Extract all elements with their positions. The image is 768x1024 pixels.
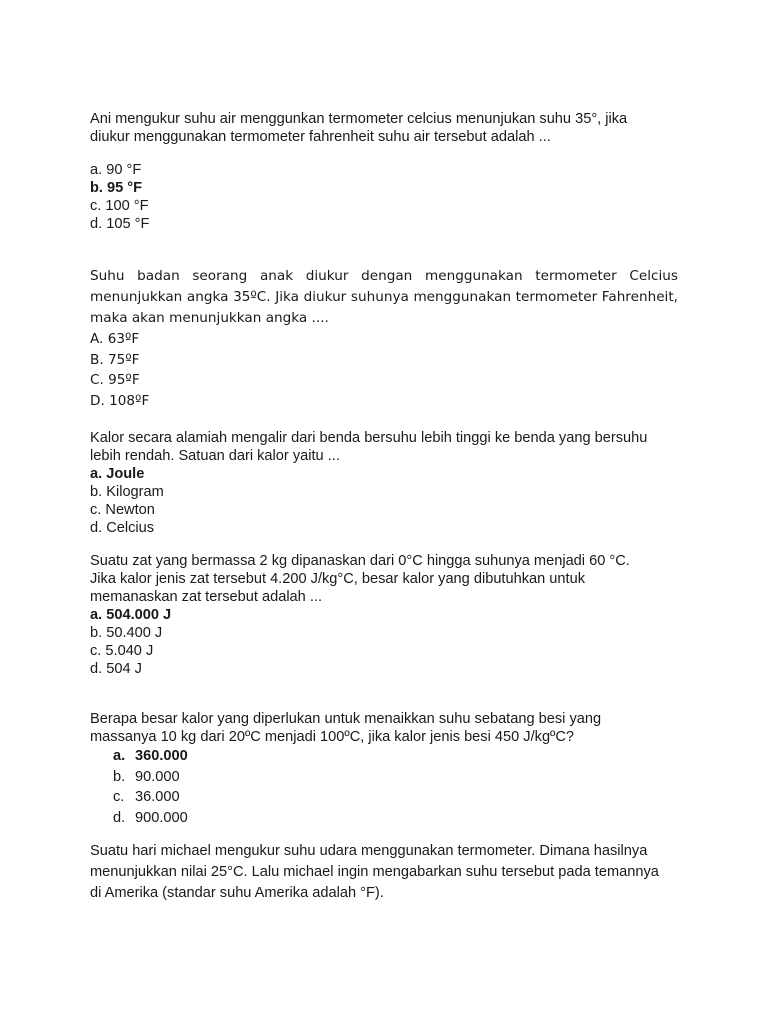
answer-option: c. 5.040 J (90, 643, 154, 659)
question-stem-line: massanya 10 kg dari 20ºC menjadi 100ºC, jika kalor jenis besi 450 J/kgºC? (90, 729, 575, 745)
answer-option: c. 100 °F (90, 198, 149, 214)
answer-option (90, 787, 678, 808)
answer-option: d. 504 J (90, 661, 142, 677)
question-5 (90, 710, 678, 828)
question-stem-line: Jika kalor jenis zat tersebut 4.200 J/kg°C, besar kalor yang dibutuhkan untuk (90, 571, 586, 587)
question-stem-line: Ani mengukur suhu air menggunkan termometer celcius menunjukan suhu 35°, jika (90, 111, 628, 127)
answer-option: b. 50.400 J (90, 625, 163, 641)
question-1 (90, 110, 678, 233)
question-stem-line: menunjukkan nilai 25°C. Lalu michael ingin mengabarkan suhu tersebut pada temannya (90, 864, 659, 880)
answer-option-correct: a. 504.000 J (90, 607, 172, 623)
question-stem-line: Suatu hari michael mengukur suhu udara menggunakan termometer. Dimana hasilnya (90, 843, 648, 859)
option-marker: d. (113, 809, 126, 826)
option-text: 90.000 (135, 768, 180, 785)
answer-option: C. 95ºF (90, 372, 140, 388)
question-stem-line: Berapa besar kalor yang diperlukan untuk menaikkan suhu sebatang besi yang (90, 711, 602, 727)
answer-option: b. Kilogram (90, 484, 164, 500)
answer-option: d. 105 °F (90, 216, 150, 232)
question-stem-line: Suatu zat yang bermassa 2 kg dipanaskan dari 0°C hingga suhunya menjadi 60 °C. (90, 553, 630, 569)
question-6 (90, 841, 678, 904)
option-text: 360.000 (135, 748, 188, 764)
question-4 (90, 552, 678, 678)
answer-option-correct: b. 95 °F (90, 180, 143, 196)
question-3 (90, 429, 678, 537)
option-marker: b. (113, 768, 126, 785)
answer-option: c. Newton (90, 502, 155, 518)
answer-option (90, 808, 678, 829)
option-marker: a. (113, 748, 126, 764)
question-stem-line: diukur menggunakan termometer fahrenheit suhu air tersebut adalah ... (90, 129, 551, 145)
option-marker: c. (113, 789, 125, 805)
answer-option-correct (90, 746, 678, 767)
option-text: 36.000 (135, 789, 180, 805)
answer-option: A. 63ºF (90, 331, 140, 347)
option-text: 900.000 (135, 809, 188, 826)
question-stem-line: lebih rendah. Satuan dari kalor yaitu ... (90, 448, 340, 464)
answer-option-correct: a. Joule (90, 466, 145, 482)
question-stem-line: Kalor secara alamiah mengalir dari benda bersuhu lebih tinggi ke benda yang bersuhu (90, 430, 648, 446)
question-2 (90, 266, 678, 411)
answer-option (90, 767, 678, 788)
question-stem: Suhu badan seorang anak diukur dengan menggunakan termometer Celcius menunjukkan angka 35ºC. Jika diukur suhunya menggunakan termometer Fahrenheit, maka akan menunjukkan angka .... (90, 268, 678, 326)
answer-option: d. Celcius (90, 520, 155, 536)
answer-option: B. 75ºF (90, 351, 140, 368)
answer-option: D. 108ºF (90, 392, 150, 409)
question-stem-line: memanaskan zat tersebut adalah ... (90, 589, 323, 605)
answer-option: a. 90 °F (90, 162, 142, 178)
question-stem-line: di Amerika (standar suhu Amerika adalah °F). (90, 885, 384, 901)
